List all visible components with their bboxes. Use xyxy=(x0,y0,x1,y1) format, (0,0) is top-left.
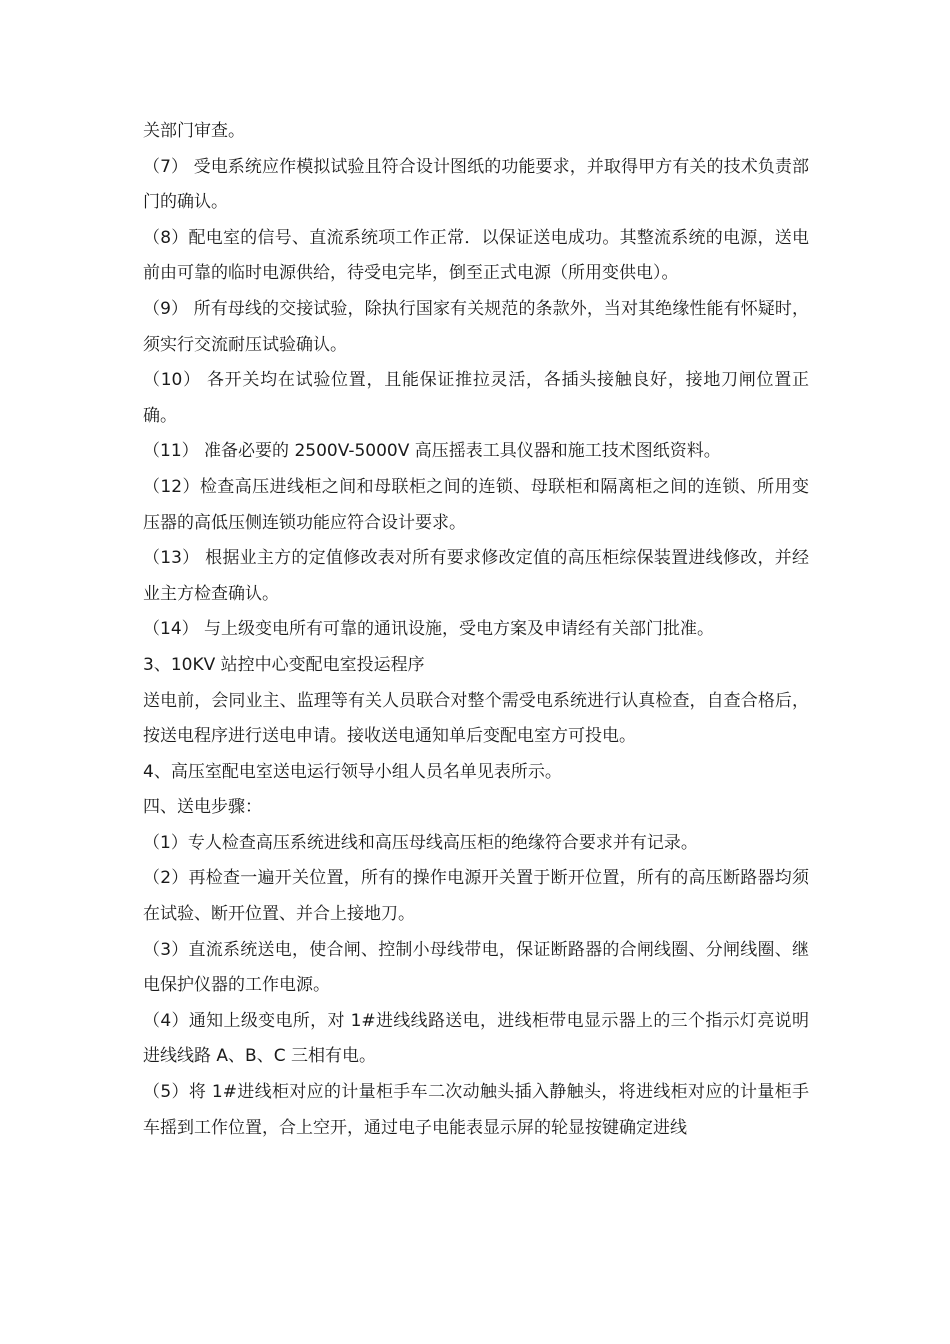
paragraph-item-12: （12）检查高压进线柜之间和母联柜之间的连锁、母联柜和隔离柜之间的连锁、所用变压器的高低压侧连锁功能应符合设计要求。 xyxy=(143,476,809,533)
paragraph-item-10: （10） 各开关均在试验位置，且能保证推拉灵活，各插头接触良好，接地刀闸位置正确。 xyxy=(143,370,809,426)
step-item-4: （4）通知上级变电所，对 1#进线线路送电，进线柜带电显示器上的三个指示灯亮说明进线线路 A、B、C 三相有电。 xyxy=(143,1010,809,1067)
section-heading-4: 4、高压室配电室送电运行领导小组人员名单见表所示。 xyxy=(143,761,562,782)
step-item-3: （3）直流系统送电，使合闸、控制小母线带电，保证断路器的合闸线圈、分闸线圈、继电保护仪器的工作电源。 xyxy=(143,939,809,996)
paragraph-item-13: （13） 根据业主方的定值修改表对所有要求修改定值的高压柜综保装置进线修改，并经业主方检查确认。 xyxy=(143,548,809,604)
step-item-2: （2）再检查一遍开关位置，所有的操作电源开关置于断开位置，所有的高压断路器均须在试验、断开位置、并合上接地刀。 xyxy=(143,868,809,925)
paragraph-continuation: 关部门审查。 xyxy=(143,121,245,141)
paragraph-item-14: （14） 与上级变电所有可靠的通讯设施，受电方案及申请经有关部门批准。 xyxy=(143,619,715,640)
paragraph-section-3-body: 送电前，会同业主、监理等有关人员联合对整个需受电系统进行认真检查，自查合格后，按送电程序进行送电申请。接收送电通知单后变配电室方可投电。 xyxy=(143,690,809,747)
paragraph-item-7: （7） 受电系统应作模拟试验且符合设计图纸的功能要求，并取得甲方有关的技术负责部门的确认。 xyxy=(143,156,809,213)
paragraph-item-8: （8）配电室的信号、直流系统项工作正常．以保证送电成功。其整流系统的电源，送电前由可靠的临时电源供给，待受电完毕，倒至正式电源（所用变供电）。 xyxy=(143,227,809,284)
document-body xyxy=(143,114,809,1146)
step-item-5: （5）将 1#进线柜对应的计量柜手车二次动触头插入静触头，将进线柜对应的计量柜手车摇到工作位置，合上空开，通过电子电能表显示屏的轮显按键确定进线 xyxy=(143,1082,809,1138)
section-heading-3: 3、10KV 站控中心变配电室投运程序 xyxy=(143,654,425,675)
step-item-1: （1）专人检查高压系统进线和高压母线高压柜的绝缘符合要求并有记录。 xyxy=(143,832,698,853)
chapter-heading-4: 四、送电步骤： xyxy=(143,797,262,818)
paragraph-item-11: （11） 准备必要的 2500V-5000V 高压摇表工具仪器和施工技术图纸资料。 xyxy=(143,441,721,462)
paragraph-item-9: （9） 所有母线的交接试验，除执行国家有关规范的条款外，当对其绝缘性能有怀疑时，须实行交流耐压试验确认。 xyxy=(143,298,809,355)
